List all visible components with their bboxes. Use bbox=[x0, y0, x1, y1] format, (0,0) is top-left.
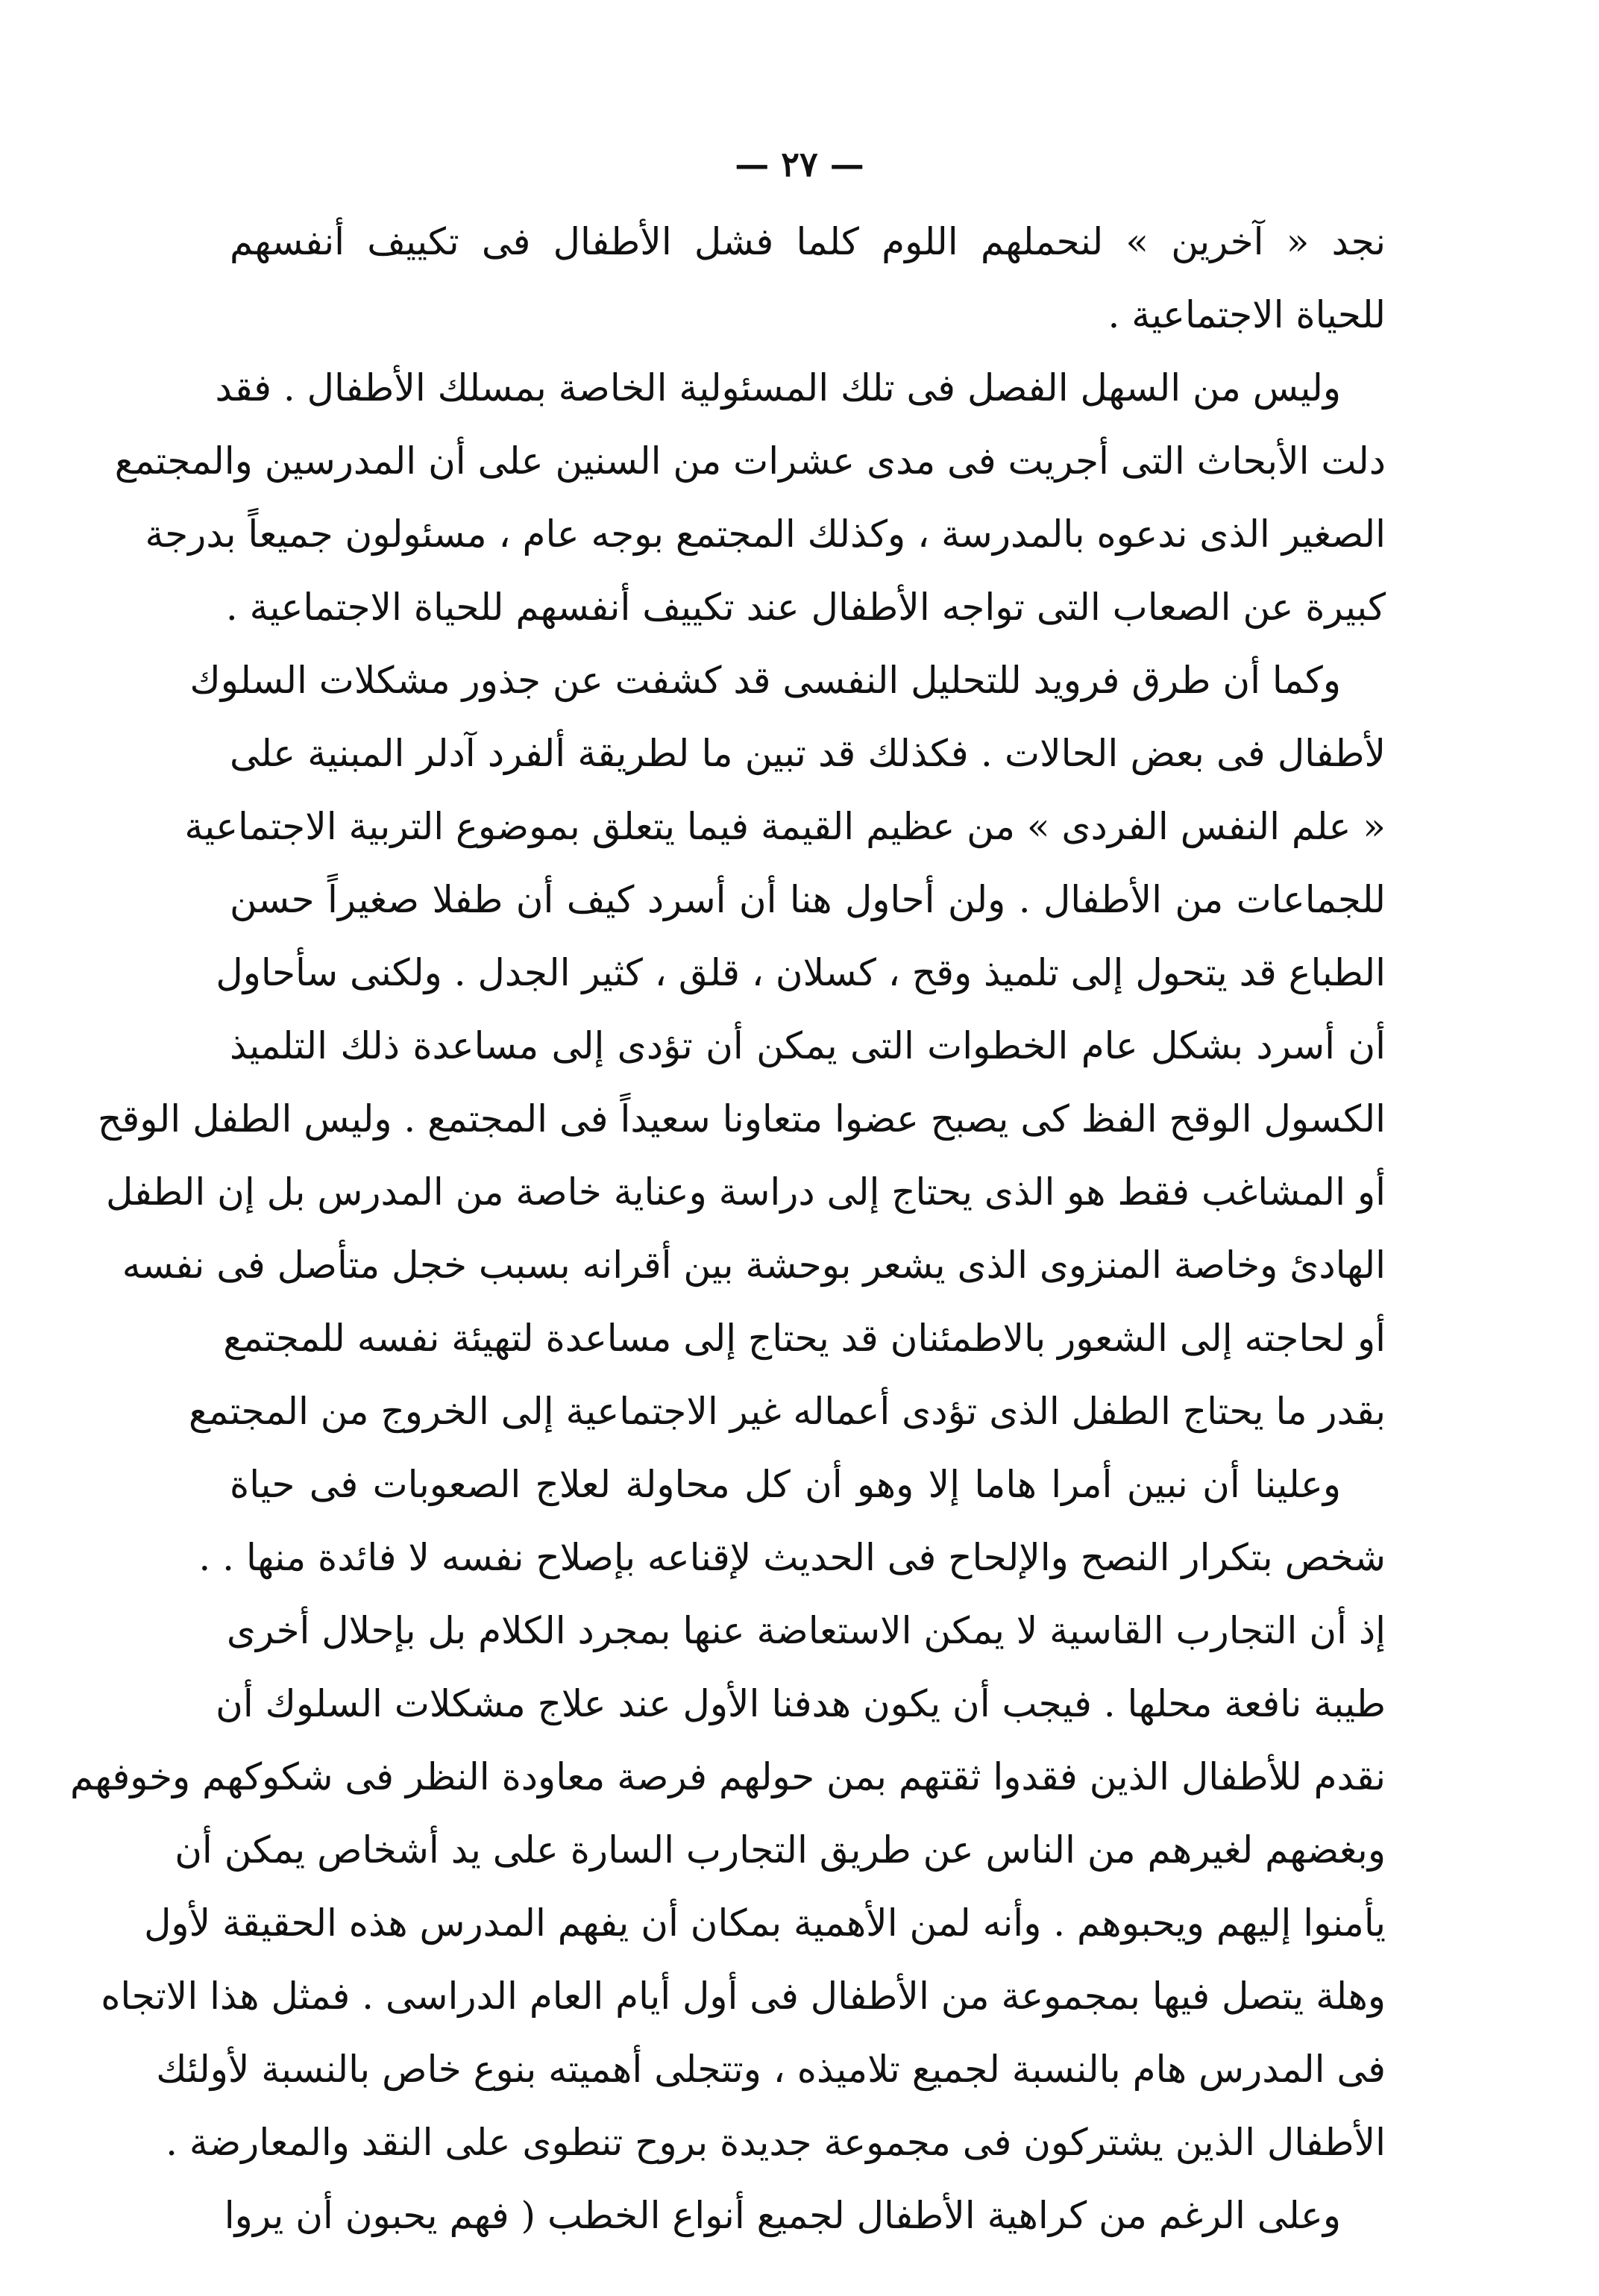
page-body-text bbox=[70, 205, 1386, 2252]
text-line: وليس من السهل الفصل فى تلك المسئولية الخاصة بمسلك الأطفال . فقد bbox=[215, 366, 1341, 410]
text-line: دلت الأبحاث التى أجريت فى مدى عشرات من السنين على أن المدرسين والمجتمع bbox=[114, 439, 1386, 483]
page-number: — ٢٧ — bbox=[735, 144, 864, 184]
text-line: « علم النفس الفردى » من عظيم القيمة فيما يتعلق بموضوع التربية الاجتماعية bbox=[184, 805, 1386, 848]
text-line: فى المدرس هام بالنسبة لجميع تلاميذه ، وتتجلى أهميته بنوع خاص بالنسبة لأولئك bbox=[156, 2048, 1386, 2091]
text-line: الأطفال الذين يشتركون فى مجموعة جديدة بروح تنطوى على النقد والمعارضة . bbox=[166, 2121, 1386, 2164]
text-line: طيبة نافعة محلها . فيجب أن يكون هدفنا الأول عند علاج مشكلات السلوك أن bbox=[216, 1682, 1386, 1725]
text-line: وعلينا أن نبين أمرا هاما إلا وهو أن كل محاولة لعلاج الصعوبات فى حياة bbox=[230, 1463, 1341, 1506]
text-line: وهلة يتصل فيها بمجموعة من الأطفال فى أول أيام العام الدراسى . فمثل هذا الاتجاه bbox=[101, 1975, 1386, 2018]
text-line: بقدر ما يحتاج الطفل الذى تؤدى أعماله غير الاجتماعية إلى الخروج من المجتمع bbox=[188, 1390, 1386, 1433]
text-line: الكسول الوقح الفظ كى يصبح عضوا متعاونا سعيداً فى المجتمع . وليس الطفل الوقح bbox=[98, 1097, 1386, 1141]
text-line: نجد « آخرين » لنحملهم اللوم كلما فشل الأطفال فى تكييف أنفسهم bbox=[230, 220, 1386, 263]
text-line: للحياة الاجتماعية . bbox=[1108, 293, 1386, 336]
text-line: وعلى الرغم من كراهية الأطفال لجميع أنواع الخطب ( فهم يحبون أن يروا bbox=[224, 2194, 1341, 2237]
text-line: لأطفال فى بعض الحالات . فكذلك قد تبين ما لطريقة ألفرد آدلر المبنية على bbox=[230, 732, 1386, 775]
text-line: نقدم للأطفال الذين فقدوا ثقتهم بمن حولهم فرصة معاودة النظر فى شكوكهم وخوفهم bbox=[70, 1755, 1386, 1798]
text-line: الهادئ وخاصة المنزوى الذى يشعر بوحشة بين أقرانه بسبب خجل متأصل فى نفسه bbox=[122, 1243, 1386, 1287]
text-line: كبيرة عن الصعاب التى تواجه الأطفال عند تكييف أنفسهم للحياة الاجتماعية . bbox=[225, 586, 1386, 629]
text-line: يأمنوا إليهم ويحبوهم . وأنه لمن الأهمية بمكان أن يفهم المدرس هذه الحقيقة لأول bbox=[144, 1901, 1386, 1945]
text-line: شخص بتكرار النصح والإلحاح فى الحديث لإقناعه بإصلاح نفسه لا فائدة منها . . bbox=[198, 1536, 1386, 1579]
text-line: للجماعات من الأطفال . ولن أحاول هنا أن أسرد كيف أن طفلا صغيراً حسن bbox=[230, 878, 1386, 921]
text-line: وبغضهم لغيرهم من الناس عن طريق التجارب السارة على يد أشخاص يمكن أن bbox=[175, 1828, 1386, 1872]
text-line: الطباع قد يتحول إلى تلميذ وقح ، كسلان ، قلق ، كثير الجدل . ولكنى سأحاول bbox=[216, 951, 1386, 994]
text-line: أو لحاجته إلى الشعور بالاطمئنان قد يحتاج إلى مساعدة لتهيئة نفسه للمجتمع bbox=[223, 1317, 1386, 1360]
text-line: أو المشاغب فقط هو الذى يحتاج إلى دراسة وعناية خاصة من المدرس بل إن الطفل bbox=[105, 1170, 1386, 1214]
text-line: إذ أن التجارب القاسية لا يمكن الاستعاضة عنها بمجرد الكلام بل بإحلال أخرى bbox=[226, 1609, 1386, 1652]
text-line: الصغير الذى ندعوه بالمدرسة ، وكذلك المجتمع بوجه عام ، مسئولون جميعاً بدرجة bbox=[145, 512, 1386, 556]
text-line: وكما أن طرق فرويد للتحليل النفسى قد كشفت عن جذور مشكلات السلوك bbox=[189, 659, 1341, 702]
text-line: أن أسرد بشكل عام الخطوات التى يمكن أن تؤدى إلى مساعدة ذلك التلميذ bbox=[230, 1024, 1386, 1067]
